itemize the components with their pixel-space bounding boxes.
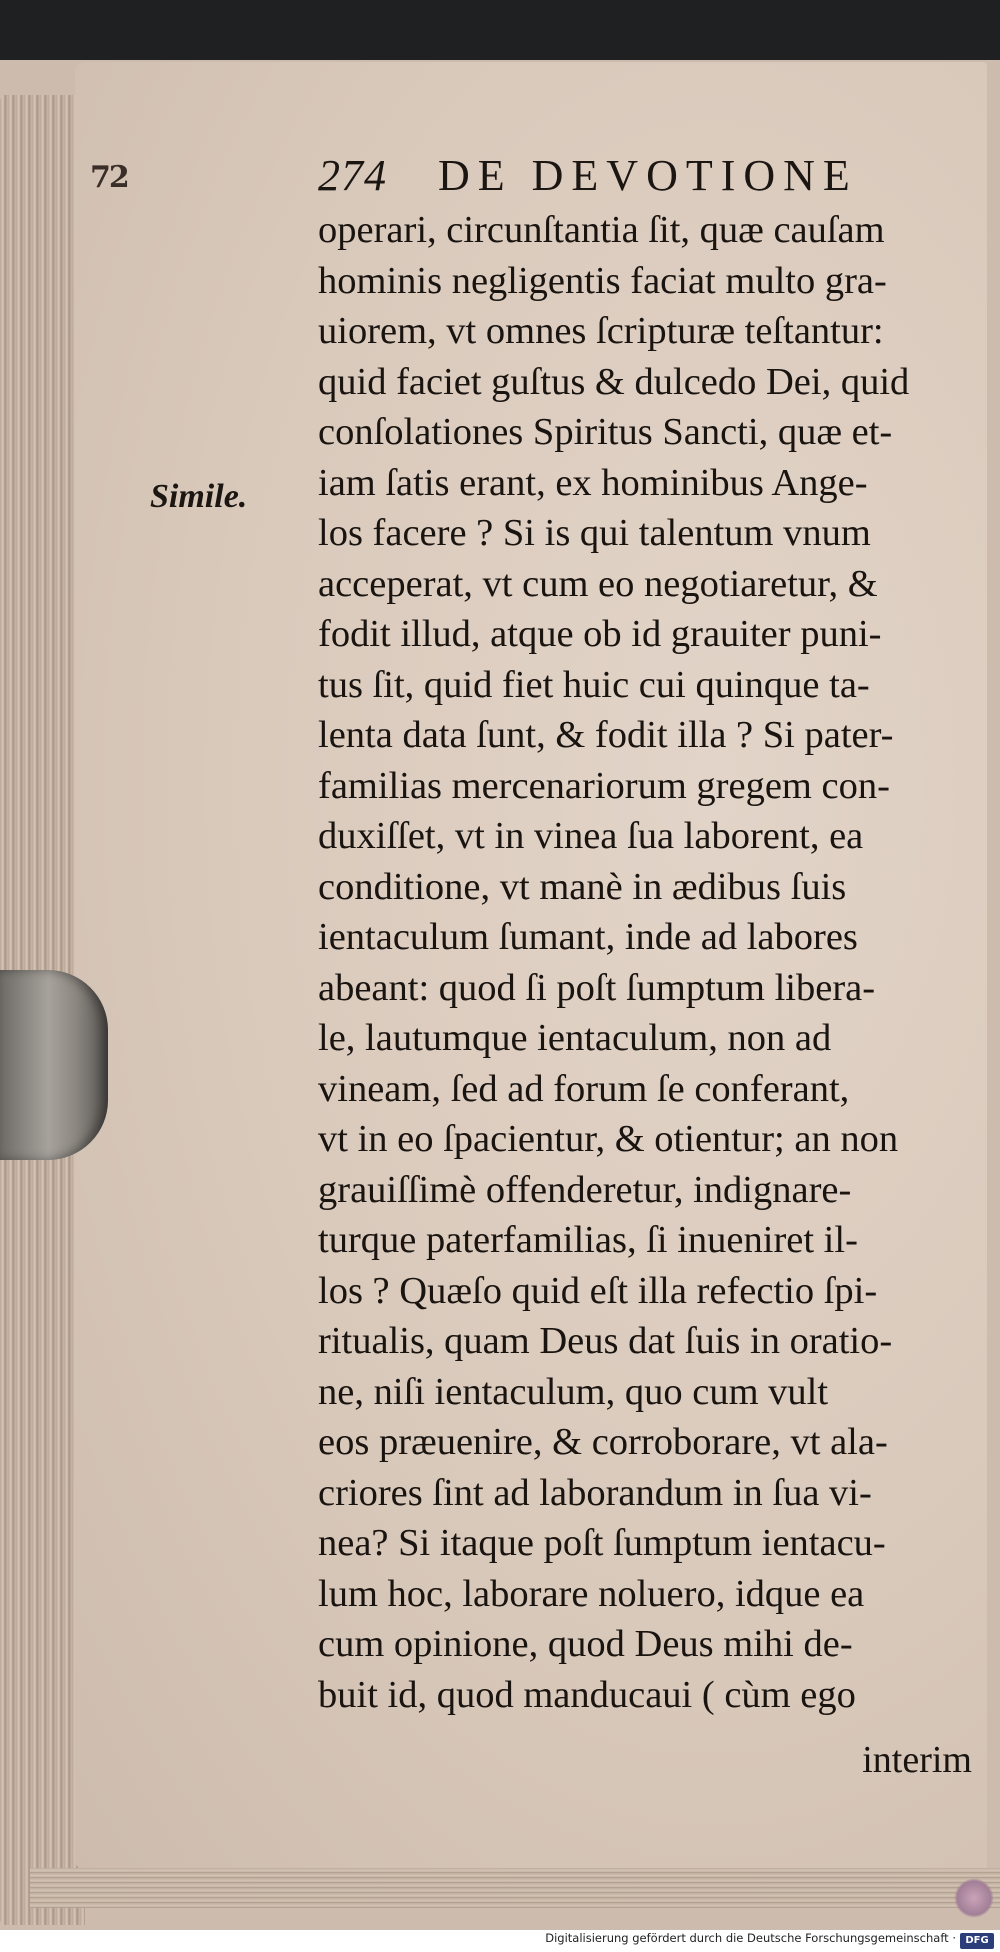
body-text	[318, 205, 978, 1720]
text-line: criores ſint ad laborandum in ſua vi-	[318, 1471, 872, 1514]
text-line: operari, circunſtantia ſit, quæ cauſam	[318, 209, 885, 251]
margin-mark: 72	[90, 160, 128, 195]
text-line: lum hoc, laborare noluero, idque ea	[318, 1572, 865, 1615]
catchword: interim	[862, 1739, 972, 1781]
text-line: ientaculum ſumant, inde ad labores	[318, 916, 858, 958]
dfg-logo: DFG	[960, 1933, 994, 1949]
text-line: iam ſatis erant, ex hominibus Ange-	[318, 461, 868, 504]
marginal-note: Simile.	[150, 478, 248, 515]
text-line: quid faciet guſtus & dulcedo Dei, quid	[318, 360, 910, 403]
text-line: abeant: quod ſi poſt ſumptum libera-	[318, 966, 876, 1009]
text-line: familias mercenariorum gregem con-	[318, 764, 890, 807]
running-head	[318, 150, 938, 210]
text-line: le, lautumque ientaculum, non ad	[318, 1017, 832, 1059]
text-line: tus ſit, quid fiet huic cui quinque ta-	[318, 663, 870, 706]
text-line: duxiſſet, vt in vinea ſua laborent, ea	[318, 815, 864, 857]
text-line: lenta data ſunt, & fodit illa ? Si pater-	[318, 714, 894, 756]
text-line: eos præuenire, & corroborare, vt ala-	[318, 1421, 888, 1463]
text-line: acceperat, vt cum eo negotiaretur, &	[318, 562, 878, 605]
text-line: conſolationes Spiritus Sancti, quæ et-	[318, 411, 893, 453]
text-line: turque paterfamilias, ſi inueniret il-	[318, 1219, 858, 1261]
text-line: los ? Quæſo quid eſt illa refectio ſpi-	[318, 1269, 878, 1312]
text-line: grauiſſimè offenderetur, indignare-	[318, 1168, 852, 1211]
text-line: vt in eo ſpacientur, & otientur; an non	[318, 1118, 899, 1160]
text-line: uiorem, vt omnes ſcripturæ teſtantur:	[318, 310, 884, 352]
page-number: 274	[318, 151, 387, 200]
running-title: DE DEVOTIONE	[438, 151, 858, 200]
bottom-page-edges	[30, 1868, 1000, 1908]
text-line: buit id, quod manducaui ( cùm ego	[318, 1673, 856, 1716]
text-line: vineam, ſed ad forum ſe conferant,	[318, 1067, 850, 1110]
text-line: hominis negligentis faciat multo gra-	[318, 259, 887, 302]
text-line: nea? Si itaque poſt ſumptum ientacu-	[318, 1522, 886, 1564]
corner-stain	[954, 1878, 994, 1918]
digitization-credit: Digitalisierung gefördert durch die Deutsche Forschungsgemeinschaft ·	[545, 1931, 956, 1945]
text-line: los facere ? Si is qui talentum vnum	[318, 512, 871, 554]
text-line: ritualis, quam Deus dat ſuis in oratio-	[318, 1320, 893, 1362]
text-line: ne, niſi ientaculum, quo cum vult	[318, 1370, 829, 1413]
text-line: fodit illud, atque ob id grauiter puni-	[318, 613, 882, 655]
text-line: conditione, vt manè in ædibus ſuis	[318, 865, 847, 908]
page-holder-clip	[0, 970, 108, 1160]
text-line: cum opinione, quod Deus mihi de-	[318, 1623, 853, 1665]
